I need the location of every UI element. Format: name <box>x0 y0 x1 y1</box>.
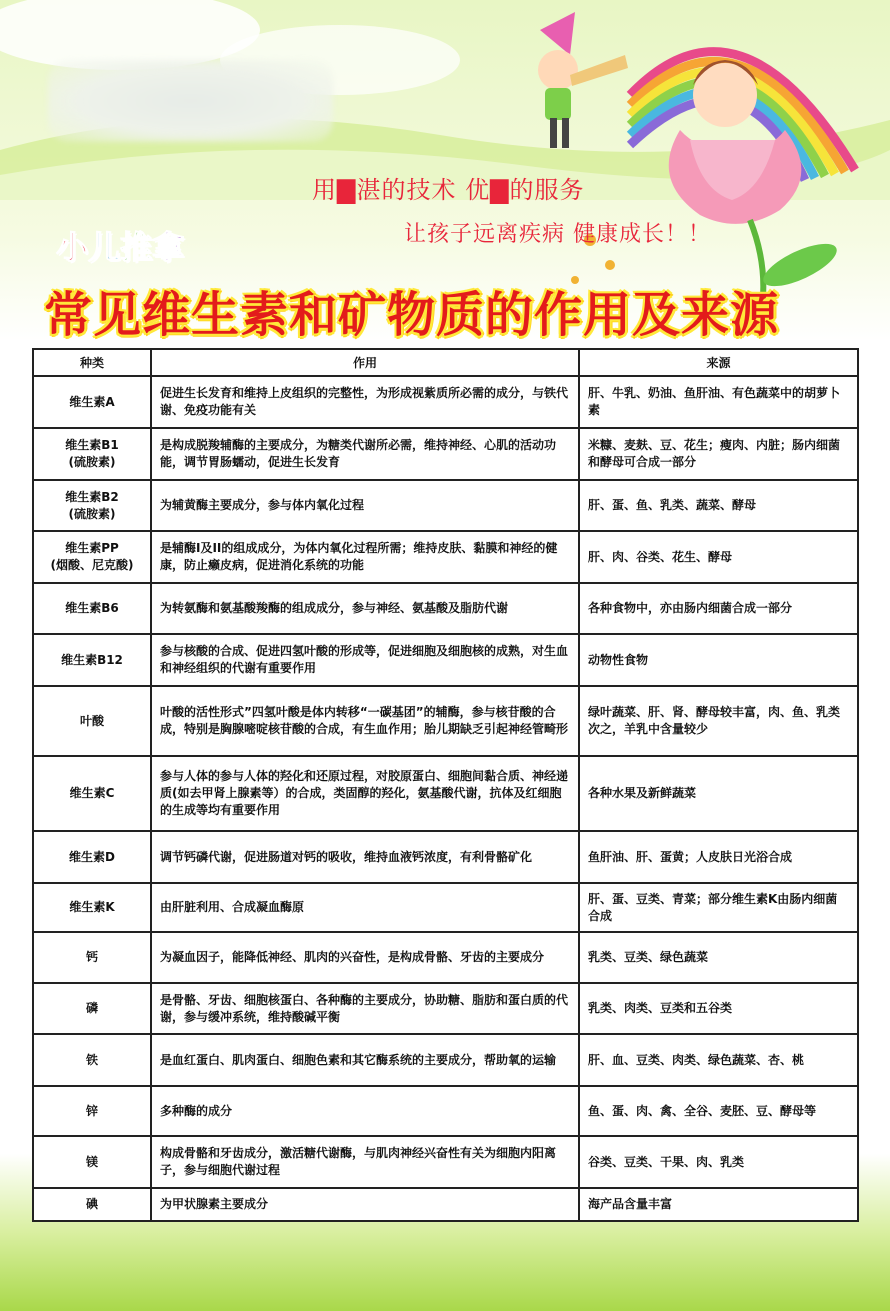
cell-effect: 是构成脱羧辅酶的主要成分，为糖类代谢所必需，维持神经、心肌的活动功能，调节胃肠蠕动，促进生长发育 <box>151 428 579 480</box>
table-row <box>33 480 858 531</box>
cell-kind <box>33 428 151 480</box>
kind-name: 维生素B1 <box>65 438 119 452</box>
cell-effect: 是辅酶I及II的组成成分，为体内氧化过程所需；维持皮肤、黏膜和神经的健康，防止癞皮病，促进消化系统的功能 <box>151 531 579 583</box>
pediatric-massage-badge <box>56 222 184 268</box>
kind-name: 维生素B6 <box>65 601 119 615</box>
cell-source: 肝、蛋、鱼、乳类、蔬菜、酵母 <box>579 480 858 531</box>
kind-name: 碘 <box>85 1197 98 1211</box>
kind-name: 维生素B2 <box>65 489 119 504</box>
cell-effect: 为甲状腺素主要成分 <box>151 1188 579 1221</box>
kind-name: 镁 <box>85 1154 98 1169</box>
vitamin-mineral-table-container <box>32 348 857 1222</box>
header-kind: 种类 <box>33 349 151 376</box>
table-row <box>33 634 858 686</box>
cell-source: 肝、蛋、豆类、青菜；部分维生素K由肠内细菌合成 <box>579 883 858 932</box>
cell-effect: 参与核酸的合成、促进四氢叶酸的形成等，促进细胞及细胞核的成熟，对生血和神经组织的代谢有重要作用 <box>151 634 579 686</box>
cell-effect: 叶酸的活性形式”四氢叶酸是体内转移“一碳基团”的辅酶，参与核苷酸的合成，特别是胸腺嘧啶核苷酸的合成，有生血作用；胎儿期缺乏引起神经管畸形 <box>151 686 579 756</box>
slogan-line-2: 让孩子远离疾病 健康成长！！ <box>404 222 711 247</box>
cell-kind <box>33 1188 151 1221</box>
cell-kind <box>33 983 151 1034</box>
table-header-row <box>33 349 858 376</box>
cell-kind <box>33 531 151 583</box>
cell-kind <box>33 756 151 831</box>
cell-effect: 是血红蛋白、肌肉蛋白、细胞色素和其它酶系统的主要成分，帮助氧的运输 <box>151 1034 579 1086</box>
table-row <box>33 686 858 756</box>
kind-name: 铁 <box>85 1052 98 1067</box>
table-row <box>33 756 858 831</box>
cell-source: 鱼肝油、肝、蛋黄；人皮肤日光浴合成 <box>579 831 858 883</box>
cell-effect: 构成骨骼和牙齿成分，激活糖代谢酶，与肌肉神经兴奋性有关为细胞内阳离子，参与细胞代谢过程 <box>151 1136 579 1188</box>
cell-effect: 调节钙磷代谢，促进肠道对钙的吸收，维持血液钙浓度，有利骨骼矿化 <box>151 831 579 883</box>
cell-source: 绿叶蔬菜、肝、肾、酵母较丰富，肉、鱼、乳类次之，羊乳中含量较少 <box>579 686 858 756</box>
kind-name: 维生素D <box>69 849 115 864</box>
cell-kind <box>33 1034 151 1086</box>
cell-source: 鱼、蛋、肉、禽、全谷、麦胚、豆、酵母等 <box>579 1086 858 1136</box>
cell-source: 各种水果及新鲜蔬菜 <box>579 756 858 831</box>
cell-source: 谷类、豆类、干果、肉、乳类 <box>579 1136 858 1188</box>
table-row <box>33 583 858 634</box>
cell-source: 肝、肉、谷类、花生、酵母 <box>579 531 858 583</box>
kind-name: 磷 <box>85 1001 98 1015</box>
badge-char: 推 <box>120 228 153 266</box>
cell-effect: 是骨骼、牙齿、细胞核蛋白、各种酶的主要成分，协助糖、脂肪和蛋白质的代谢，参与缓冲系统，维持酸碱平衡 <box>151 983 579 1034</box>
cell-source: 动物性食物 <box>579 634 858 686</box>
kind-alias: (硫胺素) <box>68 455 116 469</box>
kind-name: 钙 <box>85 950 98 964</box>
badge-char: 儿 <box>88 228 121 266</box>
table-row <box>33 1034 858 1086</box>
cell-source: 肝、牛乳、奶油、鱼肝油、有色蔬菜中的胡萝卜素 <box>579 376 858 428</box>
cell-effect: 多种酶的成分 <box>151 1086 579 1136</box>
header-effect: 作用 <box>151 349 579 376</box>
cell-kind <box>33 583 151 634</box>
table-row <box>33 983 858 1034</box>
cell-kind <box>33 883 151 932</box>
table-row <box>33 428 858 480</box>
cell-effect: 参与人体的参与人体的羟化和还原过程，对胶原蛋白、细胞间黏合质、神经递质(如去甲肾上腺素等）的合成，类固醇的羟化，氨基酸代谢，抗体及红细胞的生成等均有重要作用 <box>151 756 579 831</box>
badge-char: 小 <box>56 228 89 266</box>
cell-source: 乳类、肉类、豆类和五谷类 <box>579 983 858 1034</box>
cell-source: 各种食物中，亦由肠内细菌合成一部分 <box>579 583 858 634</box>
cell-kind <box>33 1086 151 1136</box>
cell-kind <box>33 686 151 756</box>
cell-kind <box>33 480 151 531</box>
cell-source: 米糠、麦麸、豆、花生；瘦肉、内脏；肠内细菌和酵母可合成一部分 <box>579 428 858 480</box>
cell-source: 乳类、豆类、绿色蔬菜 <box>579 932 858 983</box>
slogan-line-1: 用▇湛的技术 优▇的服务 <box>312 176 585 204</box>
table-body <box>33 376 858 1221</box>
table-row <box>33 883 858 932</box>
cell-kind <box>33 1136 151 1188</box>
table-row <box>33 376 858 428</box>
boy-figure <box>538 12 628 148</box>
main-title: 常见维生素和矿物质的作用及来源 <box>44 287 780 343</box>
table-row <box>33 1188 858 1221</box>
cell-effect: 促进生长发育和维持上皮组织的完整性，为形成视紫质所必需的成分，与铁代谢、免疫功能有关 <box>151 376 579 428</box>
table-row <box>33 831 858 883</box>
cell-source: 肝、血、豆类、肉类、绿色蔬菜、杏、桃 <box>579 1034 858 1086</box>
kind-name: 维生素B12 <box>61 652 123 667</box>
kind-alias: (硫胺素) <box>68 506 116 521</box>
badge-char: 拿 <box>152 228 185 266</box>
kind-name: 维生素A <box>69 394 115 409</box>
blurred-logo-area <box>48 60 333 142</box>
table-row <box>33 1086 858 1136</box>
cell-source: 海产品含量丰富 <box>579 1188 858 1221</box>
cell-effect: 由肝脏利用、合成凝血酶原 <box>151 883 579 932</box>
kind-name: 叶酸 <box>79 713 104 728</box>
kind-alias: (烟酸、尼克酸) <box>50 558 134 572</box>
cell-kind <box>33 831 151 883</box>
cell-effect: 为凝血因子，能降低神经、肌肉的兴奋性，是构成骨骼、牙齿的主要成分 <box>151 932 579 983</box>
kind-name: 维生素PP <box>65 541 119 555</box>
cell-effect: 为辅黄酶主要成分，参与体内氧化过程 <box>151 480 579 531</box>
header-source: 来源 <box>579 349 858 376</box>
table-row <box>33 1136 858 1188</box>
cell-kind <box>33 932 151 983</box>
vitamin-mineral-table <box>32 348 859 1222</box>
kind-name: 维生素K <box>69 900 115 914</box>
kind-name: 锌 <box>85 1103 98 1118</box>
table-row <box>33 932 858 983</box>
cell-effect: 为转氨酶和氨基酸羧酶的组成成分，参与神经、氨基酸及脂肪代谢 <box>151 583 579 634</box>
table-row <box>33 531 858 583</box>
cell-kind <box>33 376 151 428</box>
kind-name: 维生素C <box>69 786 115 800</box>
cell-kind <box>33 634 151 686</box>
